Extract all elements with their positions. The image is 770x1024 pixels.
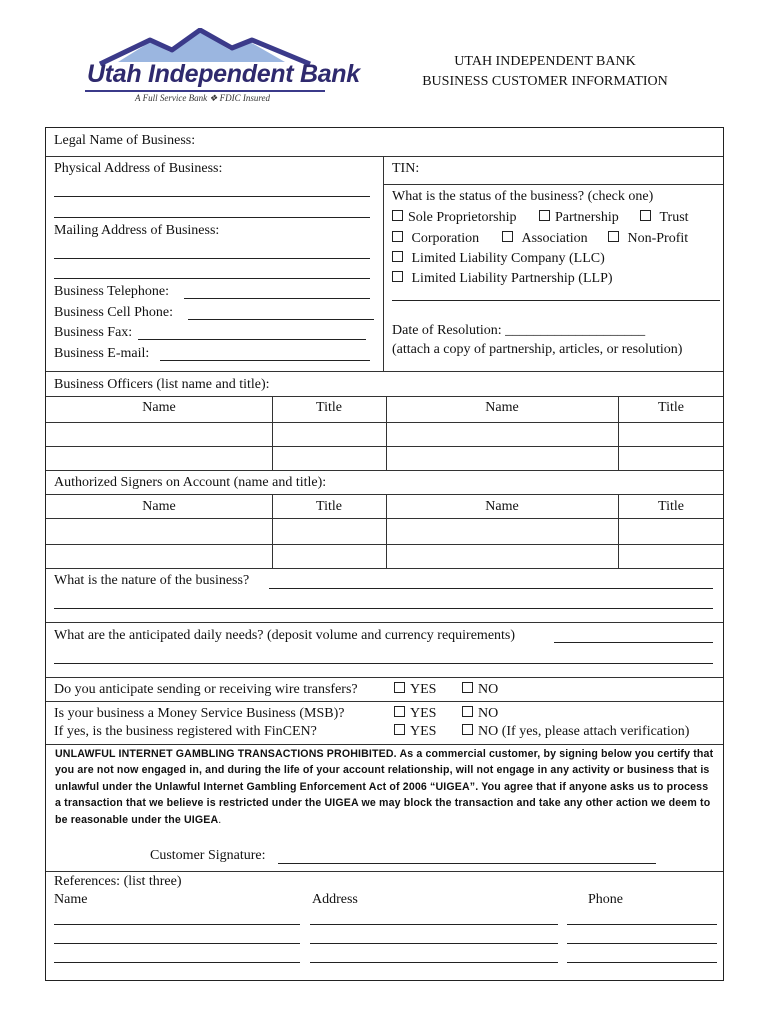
officers-col-name-2: Name [485,400,519,415]
bank-logo-text: Utah Independent Bank [87,60,360,88]
option-llp[interactable]: Limited Liability Partnership (LLP) [392,270,613,287]
reference-1-name[interactable] [54,924,300,925]
msb-no[interactable]: NO [462,705,498,722]
reference-3-address[interactable] [310,962,558,963]
nature-field-2[interactable] [54,608,713,609]
tin-label: TIN: [392,161,420,176]
reference-1-phone[interactable] [567,924,717,925]
uigea-notice-body: As a commercial customer, by signing below you certify that you are not now engaged in, and during the life of your account relationship, will not engage in any activity or business that is unlawful under the Unlawful Internet Gambling Enforcement Act of 2006 “UIGEA”. You agree that if anyone asks us to process a transaction that we believe is restricted under the UIGEA we may block the transaction and take any other action we deem to be reasonable under the UIGEA [55,748,714,826]
reference-2-address[interactable] [310,943,558,944]
email-field[interactable] [160,360,370,361]
trust-checkbox[interactable] [640,210,651,221]
fincen-yes[interactable]: YES [394,723,436,740]
telephone-field[interactable] [184,298,370,299]
mailing-address-line-1[interactable] [54,258,370,259]
references-col-phone: Phone [588,892,623,907]
date-of-resolution-label: Date of Resolution: [392,323,502,338]
option-trust[interactable]: Trust [640,209,689,226]
officers-title: Business Officers (list name and title): [54,377,270,392]
corporation-checkbox[interactable] [392,231,403,242]
uigea-notice-heading: UNLAWFUL INTERNET GAMBLING TRANSACTIONS PROHIBITED. [55,748,397,760]
needs-field-1[interactable] [554,642,713,643]
mailing-address-label: Mailing Address of Business: [54,223,220,238]
references-col-address: Address [312,892,358,907]
partnership-checkbox[interactable] [539,210,550,221]
fincen-no[interactable]: NO (If yes, please attach verification) [462,723,689,740]
fax-label: Business Fax: [54,325,133,340]
cell-phone-field[interactable] [188,319,374,320]
nature-question: What is the nature of the business? [54,573,250,588]
wire-yes[interactable]: YES [394,681,436,698]
llc-checkbox[interactable] [392,251,403,262]
date-of-resolution [392,322,645,339]
legal-name-label: Legal Name of Business: [54,133,196,148]
physical-address-line-1[interactable] [54,196,370,197]
fax-field[interactable] [138,339,366,340]
signers-col-name-2: Name [485,499,519,514]
llp-checkbox[interactable] [392,271,403,282]
nature-field-1[interactable] [269,588,713,589]
needs-question: What are the anticipated daily needs? (deposit volume and currency requirements) [54,628,516,643]
option-association[interactable]: Association [502,230,588,247]
physical-address-label: Physical Address of Business: [54,161,223,176]
physical-address-line-2[interactable] [54,217,370,218]
wire-question: Do you anticipate sending or receiving wire transfers? [54,682,358,697]
non-profit-checkbox[interactable] [608,231,619,242]
reference-3-name[interactable] [54,962,300,963]
email-label: Business E-mail: [54,346,150,361]
msb-yes[interactable]: YES [394,705,436,722]
needs-field-2[interactable] [54,663,713,664]
option-llc[interactable]: Limited Liability Company (LLC) [392,250,605,267]
reference-2-phone[interactable] [567,943,717,944]
reference-3-phone[interactable] [567,962,717,963]
cell-phone-label: Business Cell Phone: [54,305,174,320]
references-col-name: Name [54,892,88,907]
signature-field[interactable] [278,863,656,864]
legal-name-field[interactable] [216,132,716,152]
bank-tagline: A Full Service Bank ❖ FDIC Insured [135,93,271,103]
status-question: What is the status of the business? (check one) [392,189,654,204]
uigea-notice: UNLAWFUL INTERNET GAMBLING TRANSACTIONS PROHIBITED. As a commercial customer, by signing below you certify that you are not now engaged in, and during the life of your account relationship, will not engage in any activity or business that is unlawful under the Unlawful Internet Gambling Enforcement Act of 2006 “UIGEA”. You agree that if anyone asks us to process a transaction that we believe is restricted under the UIGEA we may block the transaction and take any other action we deem to be reasonable under the UIGEA. [55,748,714,826]
fincen-question: If yes, is the business registered with FinCEN? [54,724,317,739]
mailing-address-line-2[interactable] [54,278,370,279]
page-header [380,52,710,92]
officers-col-name-1: Name [142,400,176,415]
wire-no-checkbox[interactable] [462,682,473,693]
fincen-yes-checkbox[interactable] [394,724,405,735]
msb-yes-checkbox[interactable] [394,706,405,717]
msb-question: Is your business a Money Service Business (MSB)? [54,706,345,721]
option-non-profit[interactable]: Non-Profit [608,230,688,247]
signers-title: Authorized Signers on Account (name and title): [54,475,327,490]
customer-form [45,127,724,981]
references-title: References: (list three) [54,874,182,889]
signers-col-title-2: Title [658,499,684,514]
reference-2-name[interactable] [54,943,300,944]
wire-yes-checkbox[interactable] [394,682,405,693]
wire-no[interactable]: NO [462,681,498,698]
fincen-no-checkbox[interactable] [462,724,473,735]
sole-proprietorship-checkbox[interactable] [392,210,403,221]
signers-col-name-1: Name [142,499,176,514]
header-bank-name: UTAH INDEPENDENT BANK [454,54,636,69]
option-corporation[interactable]: Corporation [392,230,479,247]
bank-logo [80,28,360,108]
signers-col-title-1: Title [316,499,342,514]
date-of-resolution-field[interactable]: ____________________ [505,323,646,338]
tin-field[interactable] [426,160,716,180]
association-checkbox[interactable] [502,231,513,242]
reference-1-address[interactable] [310,924,558,925]
officers-col-title-2: Title [658,400,684,415]
option-sole-proprietorship[interactable]: Sole Proprietorship [392,209,517,226]
officers-col-title-1: Title [316,400,342,415]
telephone-label: Business Telephone: [54,284,170,299]
msb-no-checkbox[interactable] [462,706,473,717]
signature-label: Customer Signature: [150,848,266,863]
header-form-title: BUSINESS CUSTOMER INFORMATION [422,74,668,89]
option-partnership[interactable]: Partnership [539,209,619,226]
attach-note: (attach a copy of partnership, articles, or resolution) [392,342,683,357]
